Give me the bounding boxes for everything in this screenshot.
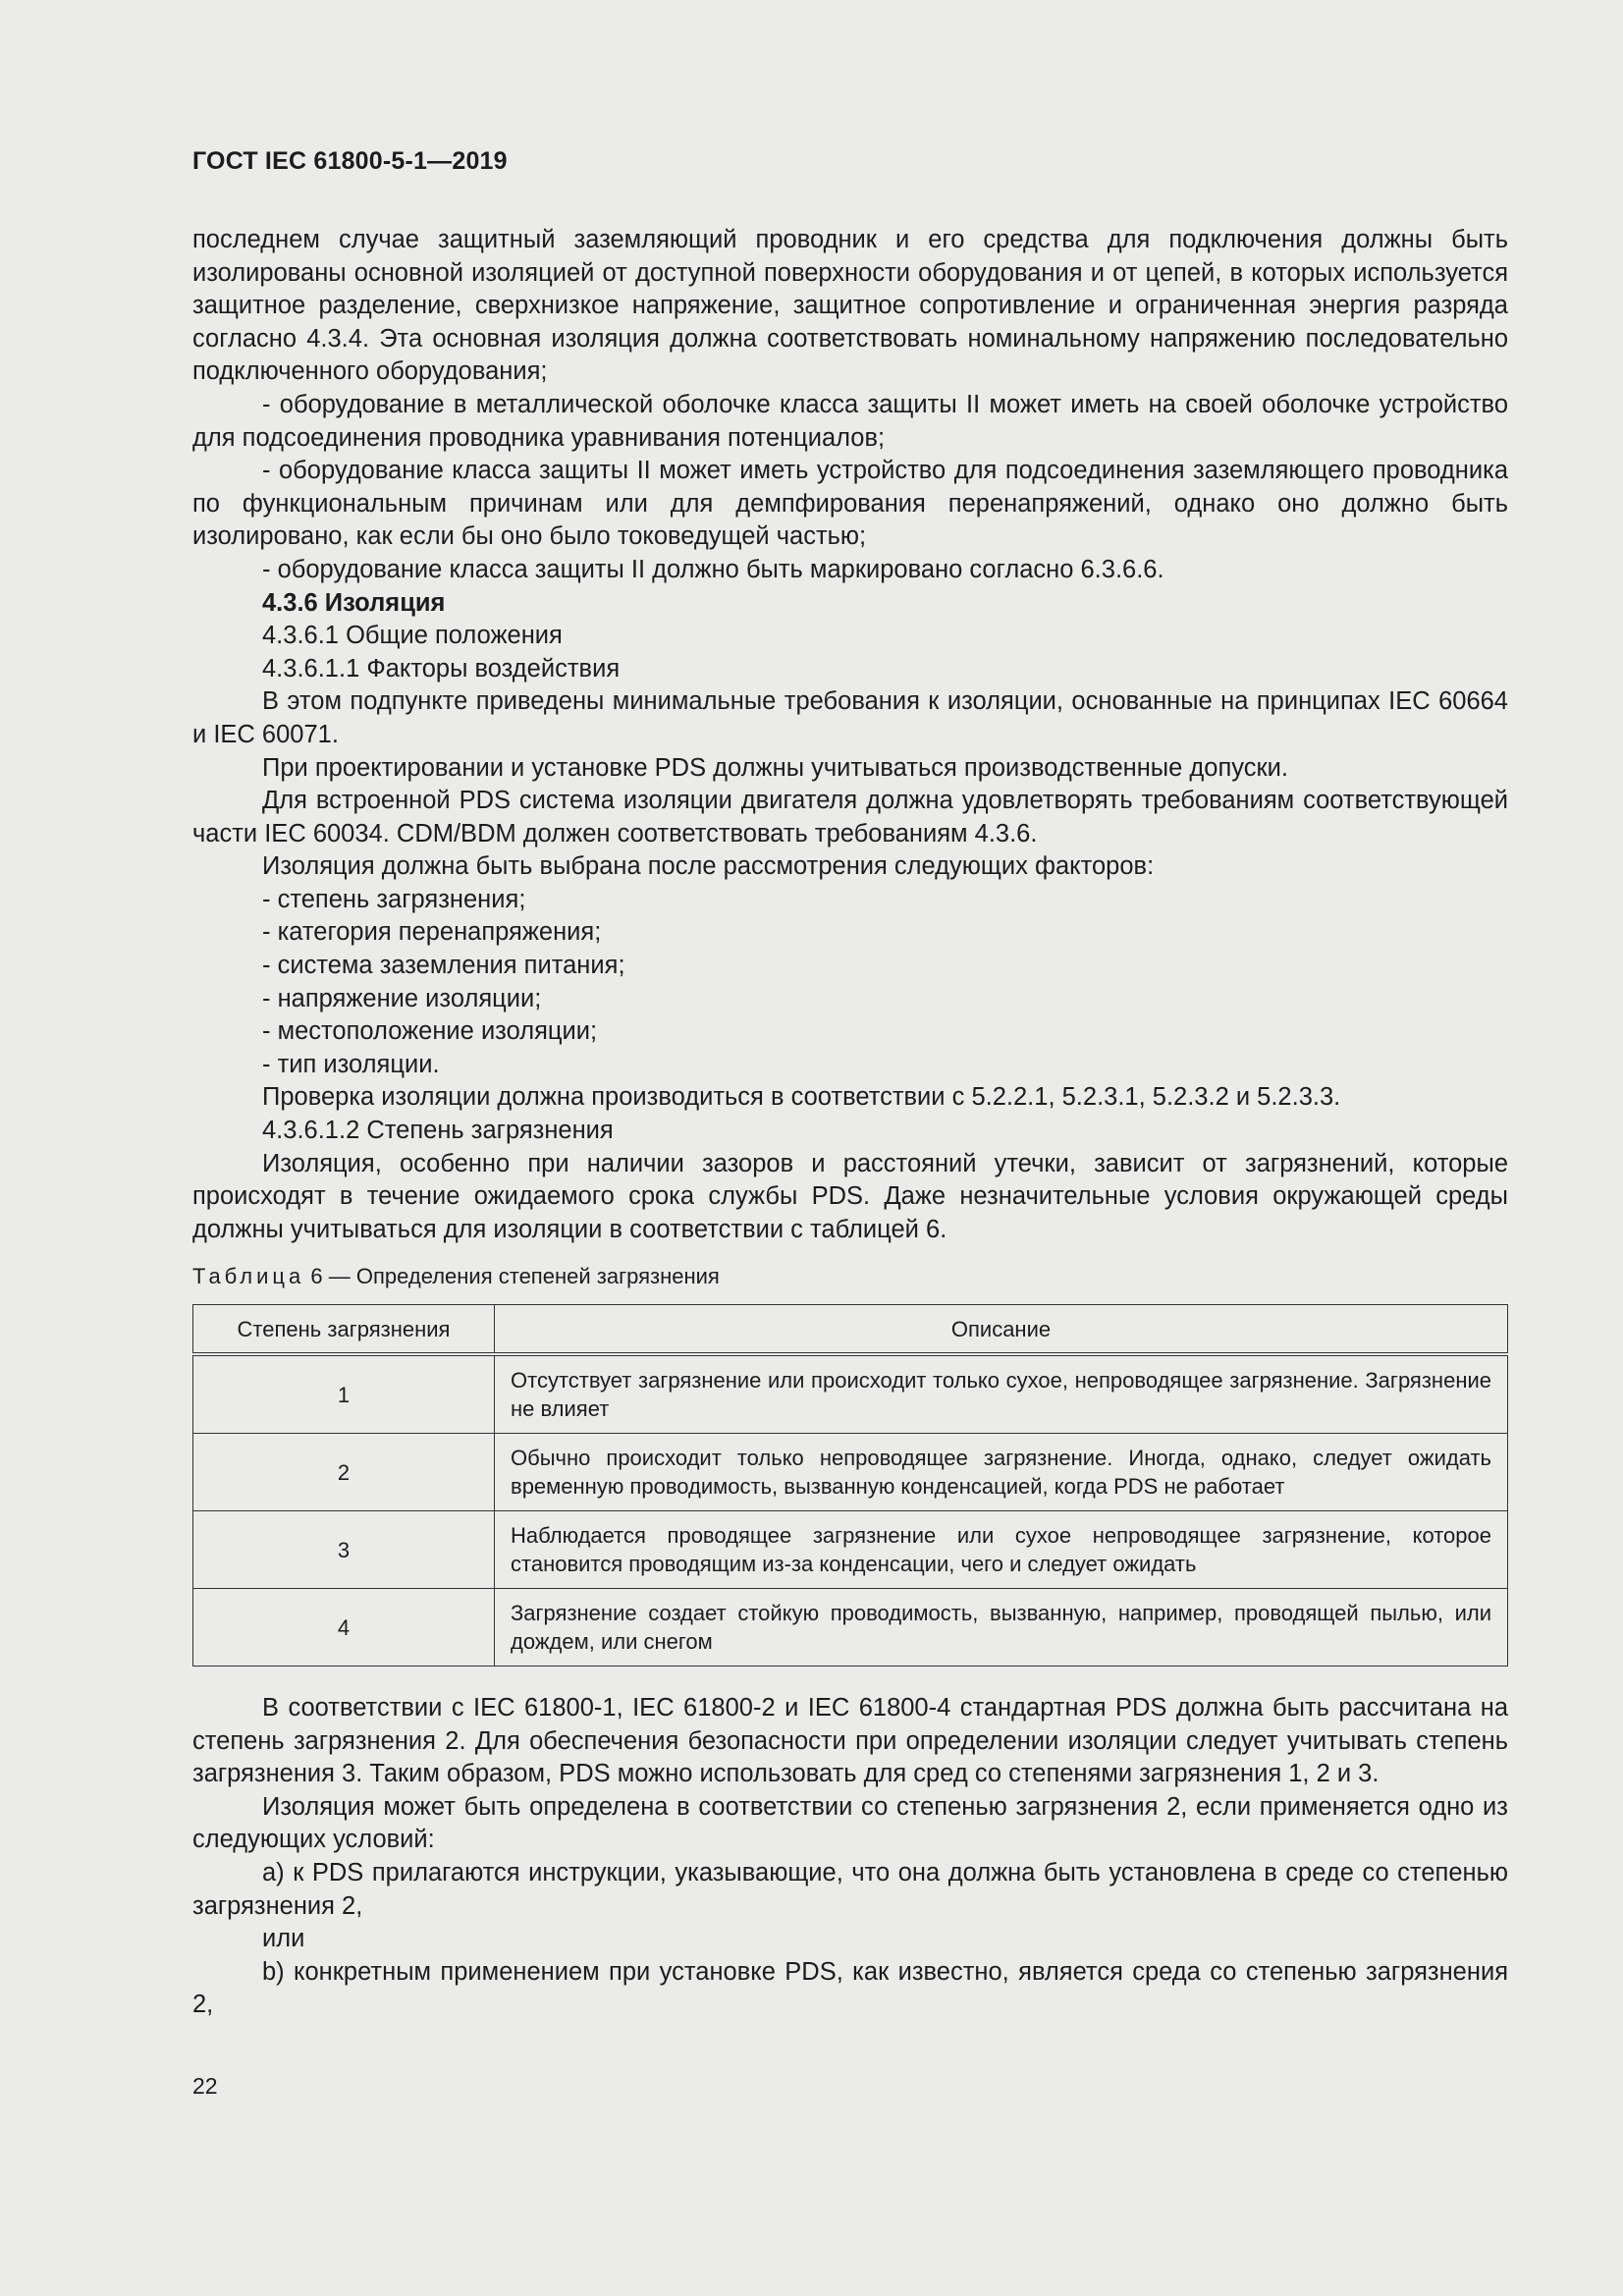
degree-cell: 4	[193, 1589, 495, 1667]
table-caption-word: Таблица	[192, 1264, 305, 1288]
description-cell: Отсутствует загрязнение или происходит только сухое, непроводящее загрязнение. Загрязнение не влияет	[495, 1354, 1508, 1434]
description-cell: Обычно происходит только непроводящее загрязнение. Иногда, однако, следует ожидать временную проводимость, вызванную конденсацией, когда PDS не работает	[495, 1434, 1508, 1511]
description-cell: Загрязнение создает стойкую проводимость, вызванную, например, проводящей пылью, или дождем, или снегом	[495, 1589, 1508, 1667]
document-header: ГОСТ IEC 61800-5-1—2019	[192, 147, 508, 175]
list-item: - напряжение изоляции;	[262, 984, 542, 1012]
list-item: - оборудование класса защиты II может иметь устройство для подсоединения заземляющего проводника по функциональным причинам или для демпфирования перенапряжений, однако оно должно быть изолировано, как если бы оно было токоведущей частью;	[192, 457, 1508, 551]
table-row	[193, 1589, 1508, 1667]
table-caption-title: 6 — Определения степеней загрязнения	[310, 1264, 720, 1288]
list-item: - степень загрязнения;	[262, 885, 526, 913]
paragraph: последнем случае защитный заземляющий проводник и его средства для подключения должны быть изолированы основной изоляцией от доступной поверхности оборудования и от цепей, в которых используется защитное разделение, сверхнизкое напряжение, защитное сопротивление и ограниченная энергия разряда согласно 4.3.4. Эта основная изоляция должна соответствовать номинальному напряжению последовательно подключенного оборудования;	[192, 226, 1508, 386]
pollution-degree-table	[192, 1304, 1508, 1667]
paragraph: Изоляция может быть определена в соответствии со степенью загрязнения 2, если применяется одно из следующих условий:	[192, 1792, 1508, 1854]
subsection-heading: 4.3.6.1 Общие положения	[262, 622, 563, 650]
degree-cell: 2	[193, 1434, 495, 1511]
paragraph: Для встроенной PDS система изоляции двигателя должна удовлетворять требованиям соответствующей части IEC 60034. CDM/BDM должен соответствовать требованиям 4.3.6.	[192, 787, 1508, 847]
description-cell: Наблюдается проводящее загрязнение или сухое непроводящее загрязнение, которое становится проводящим из-за конденсации, чего и следует ожидать	[495, 1511, 1508, 1589]
paragraph: Изоляция должна быть выбрана после рассмотрения следующих факторов:	[262, 852, 1155, 881]
list-item: - оборудование класса защиты II должно быть маркировано согласно 6.3.6.6.	[262, 555, 1164, 583]
list-item: - оборудование в металлической оболочке класса защиты II может иметь на своей оболочке устройство для подсоединения проводника уравнивания потенциалов;	[192, 390, 1508, 452]
table-row	[193, 1511, 1508, 1589]
list-item: - местоположение изоляции;	[262, 1017, 598, 1046]
paragraph: В соответствии с IEC 61800-1, IEC 61800-2 и IEC 61800-4 стандартная PDS должна быть рассчитана на степень загрязнения 2. Для обеспечения безопасности при определении изоляции следует учитывать степень загрязнения 3. Таким образом, PDS можно использовать для сред со степенями загрязнения 1, 2 и 3.	[192, 1694, 1508, 1788]
page-number: 22	[192, 2073, 218, 2099]
list-item: b) конкретным применением при установке PDS, как известно, является среда со степенью загрязнения 2,	[192, 1957, 1508, 2019]
degree-cell: 1	[193, 1354, 495, 1434]
table-caption	[192, 1264, 720, 1289]
list-item: - тип изоляции.	[262, 1050, 440, 1078]
list-item: - категория перенапряжения;	[262, 918, 602, 947]
table-row	[193, 1354, 1508, 1434]
column-header-description: Описание	[495, 1305, 1508, 1355]
body-text	[192, 224, 1508, 1246]
column-header-degree: Степень загрязнения	[193, 1305, 495, 1355]
paragraph: В этом подпункте приведены минимальные требования к изоляции, основанные на принципах IEC 60664 и IEC 60071.	[192, 687, 1508, 748]
list-item: a) к PDS прилагаются инструкции, указывающие, что она должна быть установлена в среде со степенью загрязнения 2,	[192, 1858, 1508, 1920]
section-heading: 4.3.6 Изоляция	[262, 588, 446, 617]
paragraph: Изоляция, особенно при наличии зазоров и расстояний утечки, зависит от загрязнений, которые происходят в течение ожидаемого срока службы PDS. Даже незначительные условия окружающей среды должны учитываться для изоляции в соответствии с таблицей 6.	[192, 1149, 1508, 1243]
subsection-heading: 4.3.6.1.1 Факторы воздействия	[262, 654, 621, 683]
degree-cell: 3	[193, 1511, 495, 1589]
table-row	[193, 1434, 1508, 1511]
table-header-row	[193, 1305, 1508, 1355]
paragraph: При проектировании и установке PDS должны учитываться производственные допуски.	[262, 753, 1288, 782]
paragraph: или	[262, 1925, 305, 1953]
paragraph: Проверка изоляции должна производиться в соответствии с 5.2.2.1, 5.2.3.1, 5.2.3.2 и 5.2.3.3.	[262, 1083, 1341, 1112]
list-item: - система заземления питания;	[262, 952, 625, 980]
after-table-text	[192, 1692, 1508, 2022]
subsection-heading: 4.3.6.1.2 Степень загрязнения	[262, 1117, 614, 1145]
